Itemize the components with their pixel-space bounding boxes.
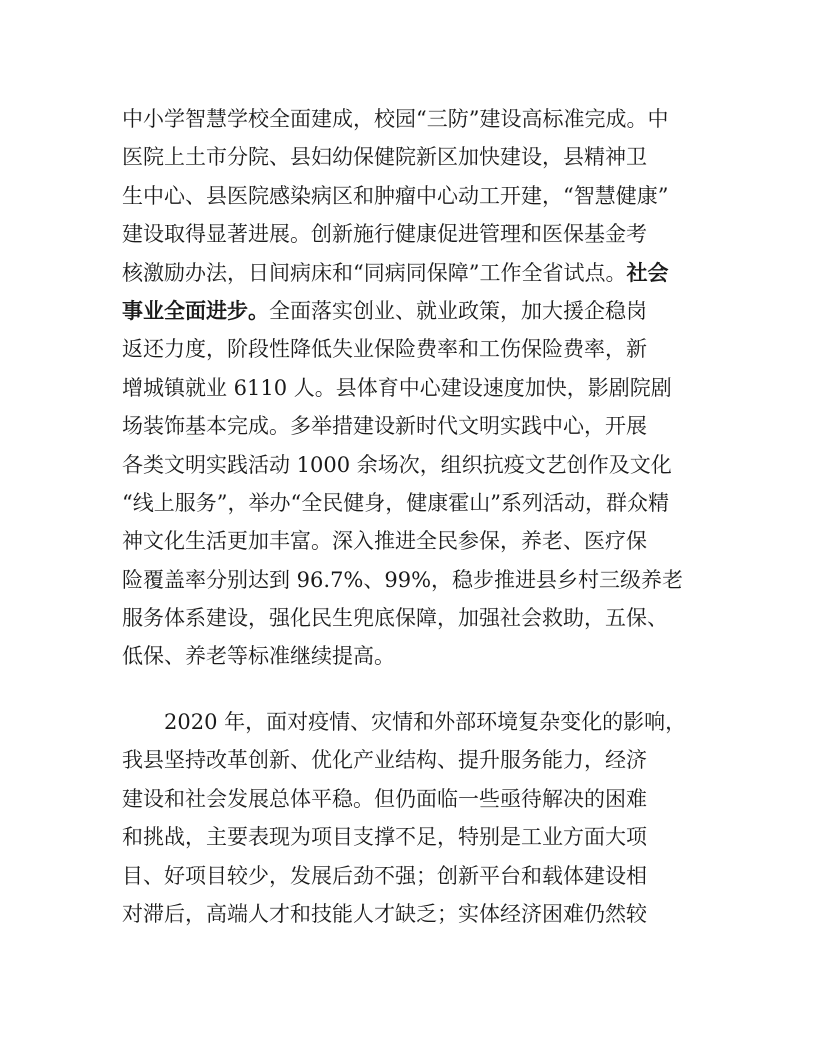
text-line: 各类文明实践活动 1000 余场次，组织抗疫文艺创作及文化 (122, 452, 672, 477)
text-line: 场装饰基本完成。多举措建设新时代文明实践中心，开展 (122, 414, 647, 439)
text-line: 险覆盖率分别达到 96.7%、99%，稳步推进县乡村三级养老 (122, 567, 684, 592)
text-segment: 全面落实创业、就业政策，加大援企稳岗 (269, 298, 647, 323)
text-line: 和挑战，主要表现为项目支撑不足，特别是工业方面大项 (122, 825, 647, 850)
text-line: 我县坚持改革创新、优化产业结构、提升服务能力，经济 (122, 748, 647, 773)
text-line: 建设取得显著进展。创新施行健康促进管理和医保基金考 (122, 222, 647, 247)
text-line: 返还力度，阶段性降低失业保险费率和工伤保险费率，新 (122, 337, 647, 362)
text-segment: 核激励办法，日间病床和“同病同保障”工作全省试点。 (122, 260, 627, 285)
text-line: 建设和社会发展总体平稳。但仍面临一些亟待解决的困难 (122, 786, 647, 811)
text-line: 服务体系建设，强化民生兜底保障，加强社会救助，五保、 (122, 606, 668, 631)
paragraph-2020-challenges (122, 703, 702, 933)
text-line (122, 292, 702, 330)
section-heading-bold: 事业全面进步。 (122, 298, 269, 323)
text-line: 2020 年，面对疫情、灾情和外部环境复杂变化的影响， (164, 710, 687, 734)
text-line: 对滞后，高端人才和技能人才缺乏；实体经济困难仍然较 (122, 901, 647, 926)
text-line: 医院上土市分院、县妇幼保健院新区加快建设，县精神卫 (122, 145, 647, 170)
paragraph-social-development (122, 100, 702, 676)
text-line: 神文化生活更加丰富。深入推进全民参保，养老、医疗保 (122, 529, 647, 554)
text-line: 目、好项目较少，发展后劲不强；创新平台和载体建设相 (122, 863, 647, 888)
text-line: 中小学智慧学校全面建成，校园“三防”建设高标准完成。中 (122, 107, 669, 131)
text-line: 增城镇就业 6110 人。县体育中心建设速度加快，影剧院剧 (122, 375, 672, 400)
text-line: 低保、养老等标准继续提高。 (122, 644, 395, 669)
text-line (122, 254, 702, 292)
text-line: “线上服务”，举办“全民健身，健康霍山”系列活动，群众精 (122, 490, 669, 515)
text-line: 生中心、县医院感染病区和肿瘤中心动工开建，“智慧健康” (122, 183, 669, 208)
section-heading-bold: 社会 (626, 260, 669, 285)
